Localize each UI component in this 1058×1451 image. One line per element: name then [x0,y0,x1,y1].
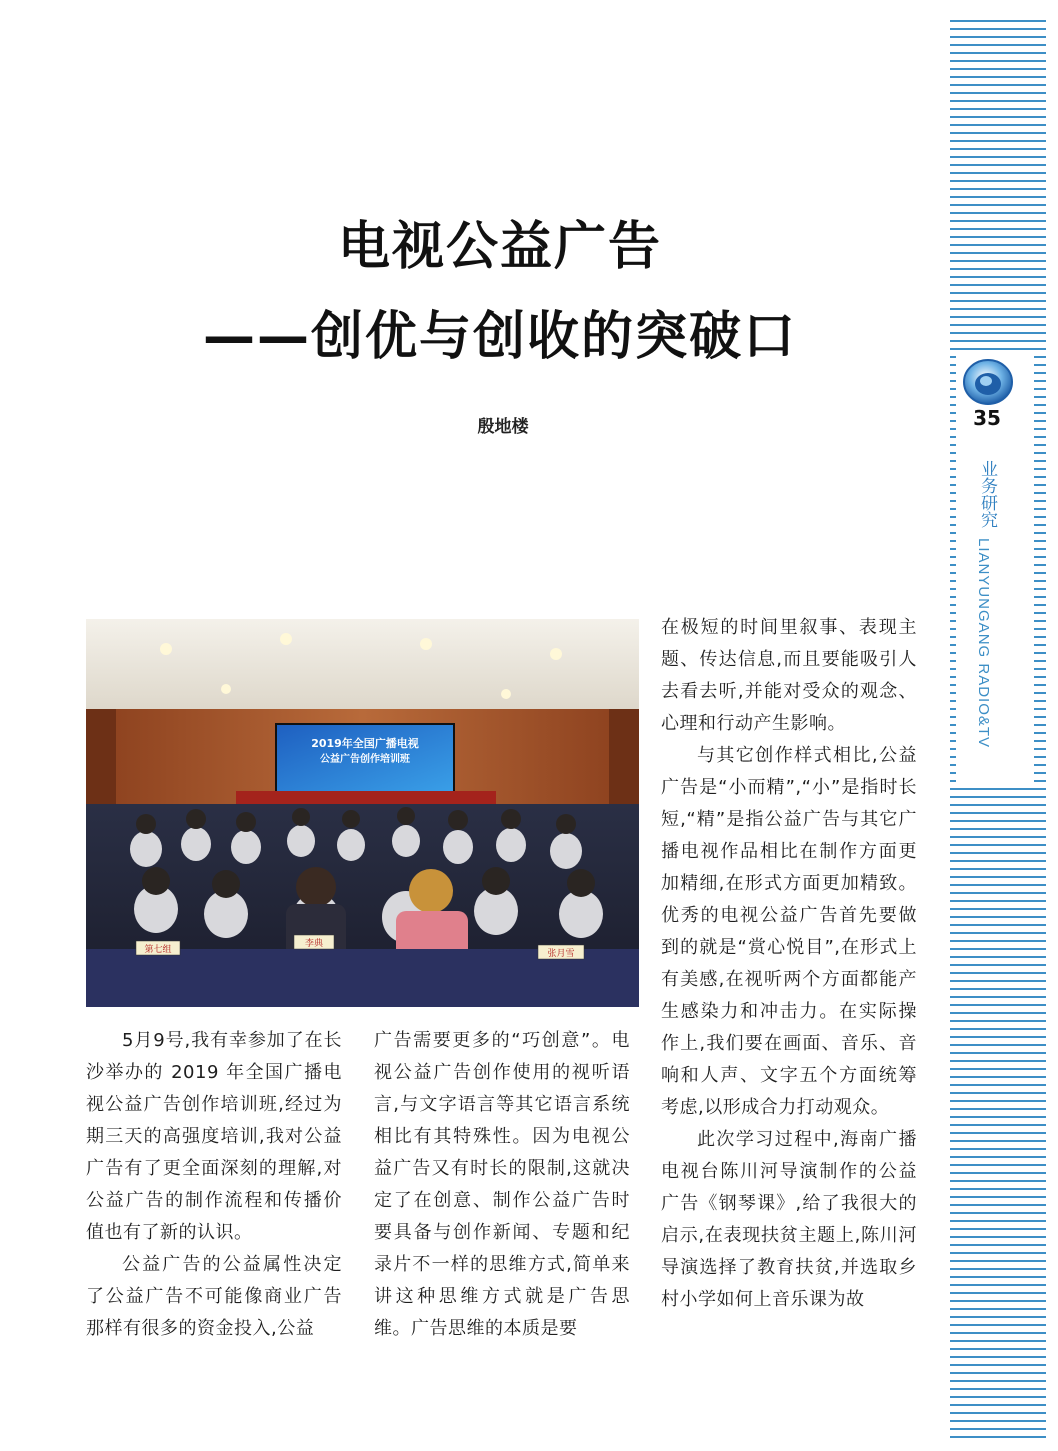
paragraph: 公益广告的公益属性决定了公益广告不可能像商业广告那样有很多的资金投入,公益 [86,1254,342,1339]
place-card-1: 第七组 [144,945,172,955]
text-column-3 [661,612,917,1316]
screen-text-line1: 2019年全国广播电视 [311,737,419,750]
article-title: 电视公益广告 [337,217,662,277]
place-card-2: 李典 [304,939,324,949]
text-column-2 [374,1025,630,1345]
conference-photo [86,619,639,1007]
section-label-english: LIANYUNGANG RADIO&TV [975,538,992,749]
place-card-3: 张月雪 [547,949,575,959]
paragraph: 广告需要更多的“巧创意”。电视公益广告创作使用的视听语言,与文字语言等其它语言系统相比有其特殊性。因为电视公益广告又有时长的限制,这就决定了在创意、制作公益广告时要具备与创作新闻、专题和纪录片不一样的思维方式,简单来讲这种思维方式就是广告思维。广告思维的本质是要 [374,1030,630,1339]
section-label: 业务研究 [977,460,997,528]
article-author: 殷地楼 [477,417,529,437]
paragraph: 此次学习过程中,海南广播电视台陈川河导演制作的公益广告《钢琴课》,给了我很大的启示,在表现扶贫主题上,陈川河导演选择了教育扶贫,并选取乡村小学如何上音乐课为故 [661,1129,917,1310]
conference-photo-drawing [86,619,639,1007]
page-number: 35 [973,406,1001,430]
paragraph: 与其它创作样式相比,公益广告是“小而精”,“小”是指时长短,“精”是指公益广告与其它广播电视作品相比在制作方面更加精细,在形式方面更加精致。优秀的电视公益广告首先要做到的就是“赏心悦目”,在形式上有美感,在视听两个方面都能产生感染力和冲击力。在实际操作上,我们要在画面、音乐、音响和人声、文字五个方面统筹考虑,以形成合力打动观众。 [661,745,917,1118]
screen-text-line2: 公益广告创作培训班 [320,754,410,765]
text-column-1 [86,1025,342,1345]
paragraph: 在极短的时间里叙事、表现主题、传达信息,而且要能吸引人去看去听,并能对受众的观念、心理和行动产生影响。 [661,617,917,734]
paragraph: 5月9号,我有幸参加了在长沙举办的 2019 年全国广播电视公益广告创作培训班,经过为期三天的高强度培训,我对公益广告有了更全面深刻的理解,对公益广告的制作流程和传播价值也有了新的认识。 [86,1030,342,1243]
article-subtitle: ——创优与创收的突破口 [202,307,797,367]
